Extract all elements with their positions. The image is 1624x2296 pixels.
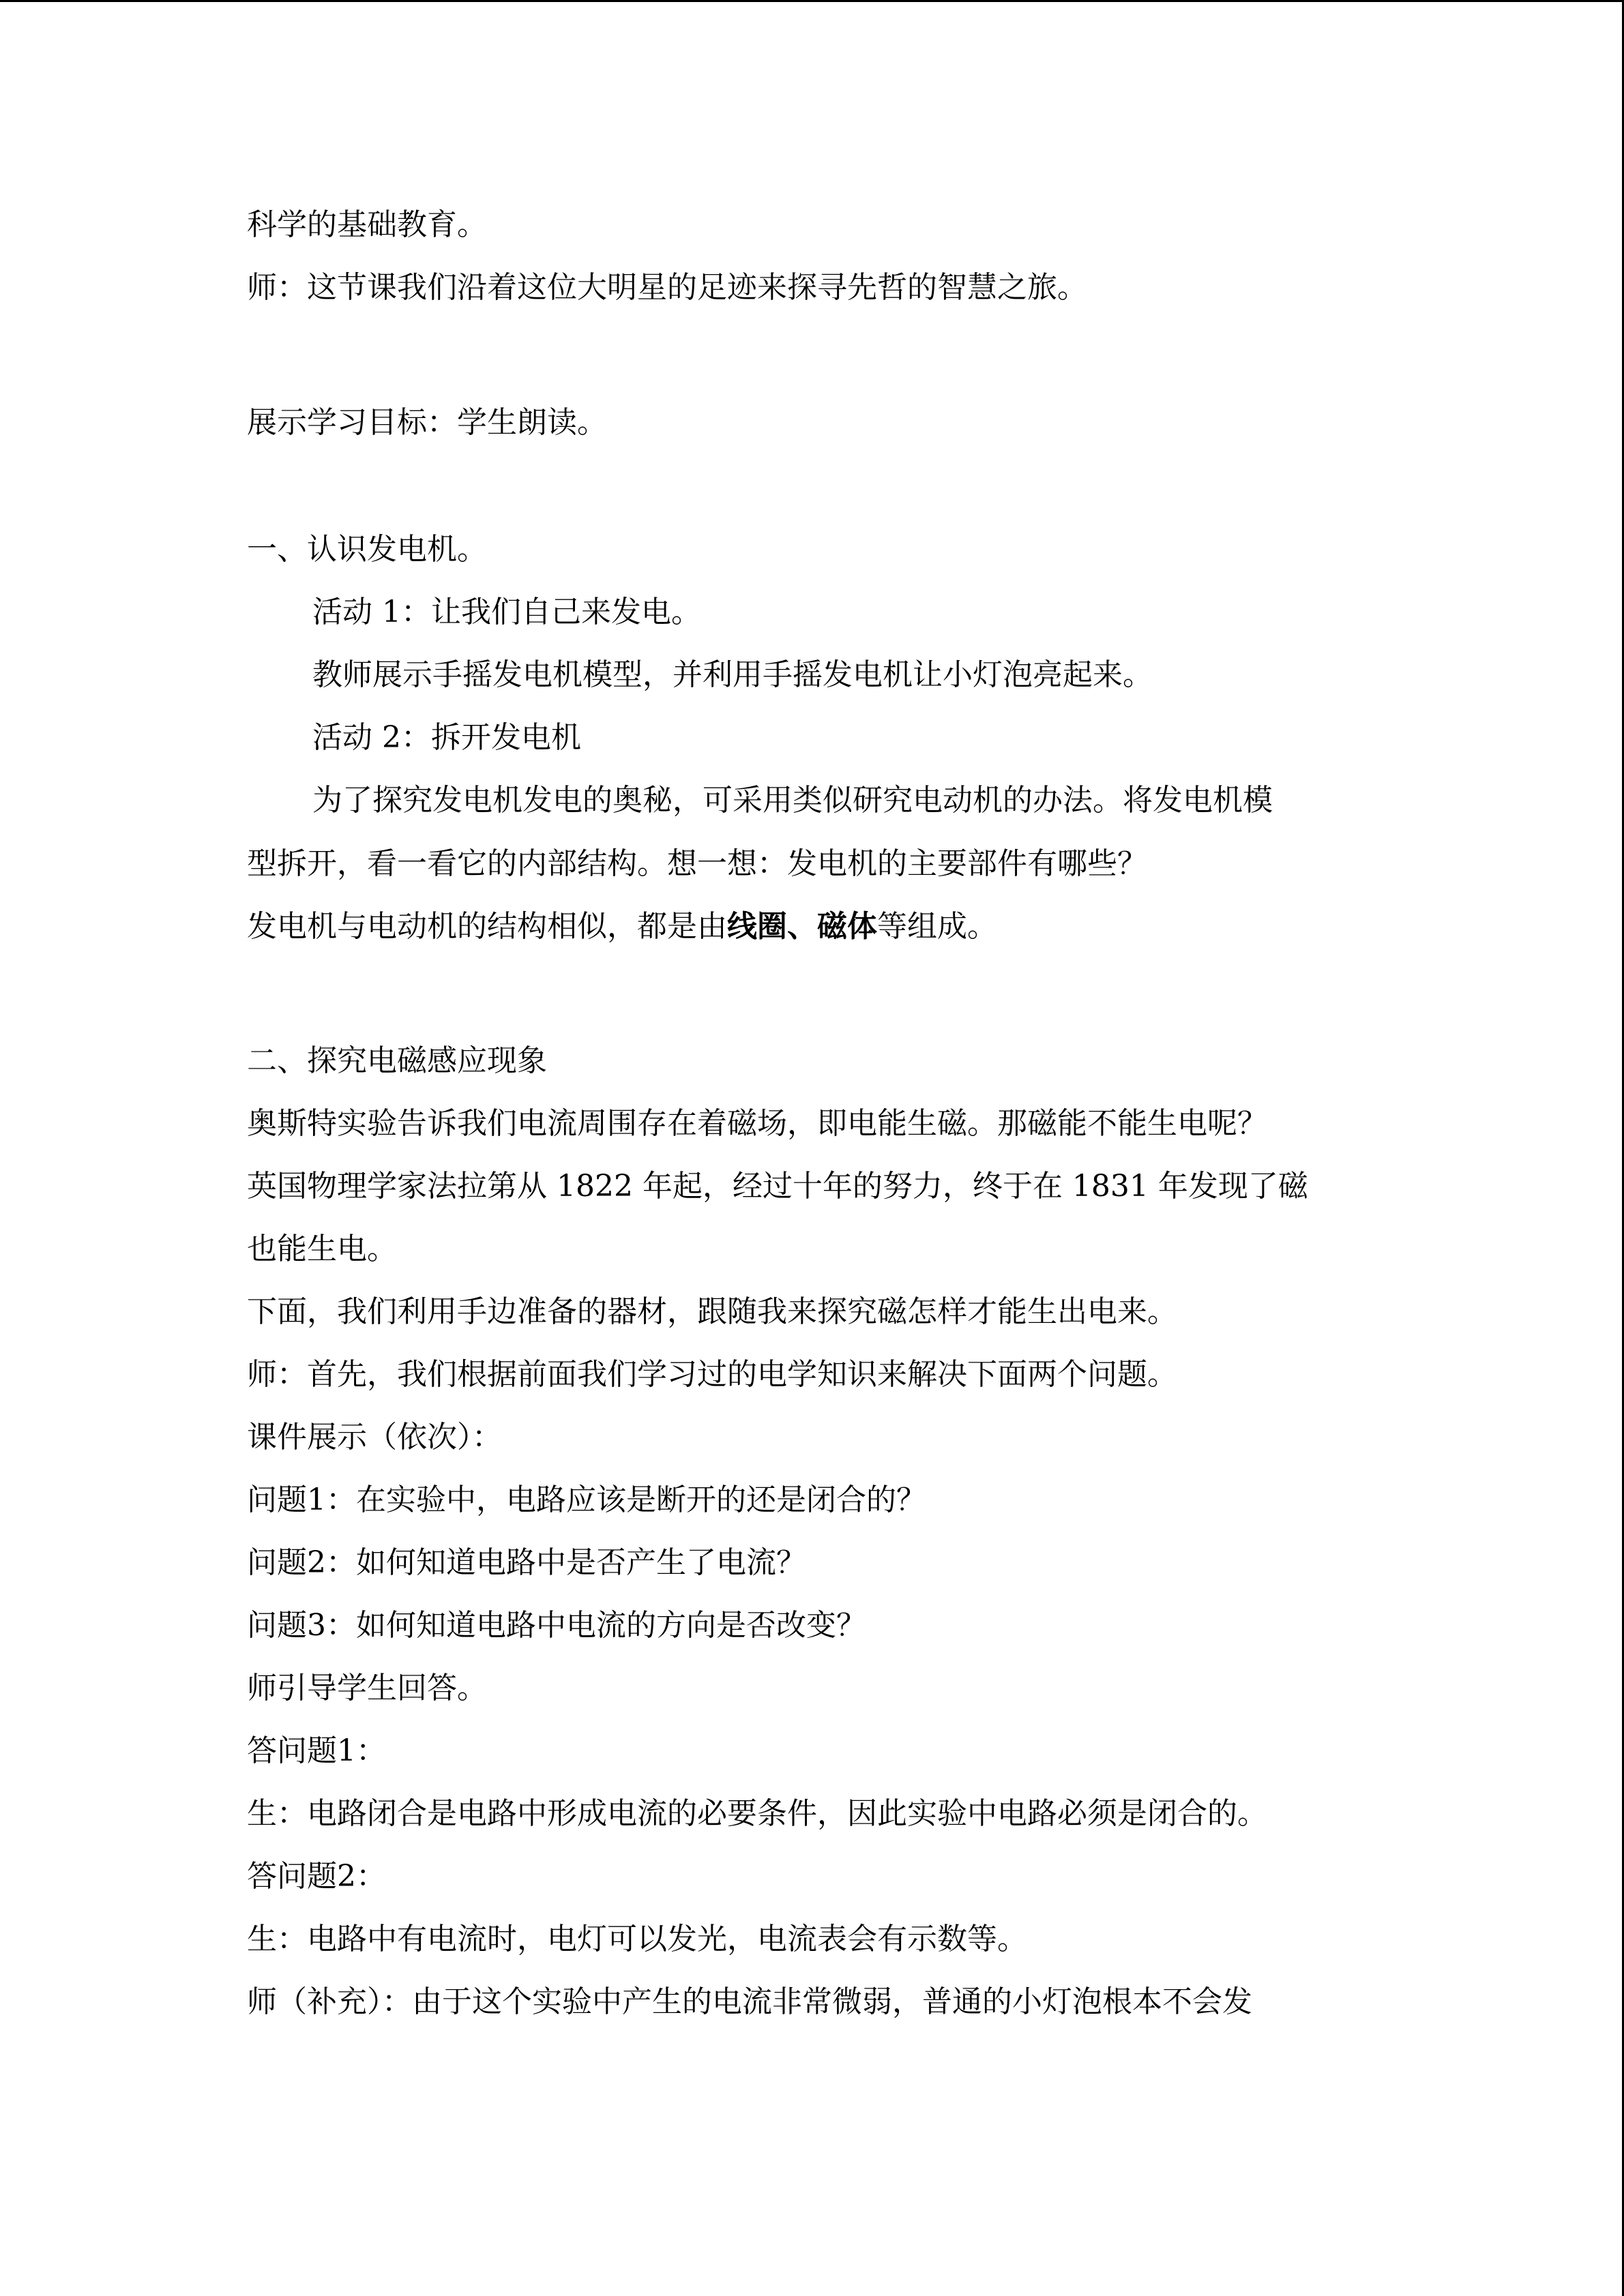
section-heading-2: 二、探究电磁感应现象 [247, 1043, 547, 1078]
page-top-border [0, 0, 1624, 2]
text-line: 英国物理学家法拉第从 1822 年起，经过十年的努力，终于在 1831 年发现了磁 [247, 1169, 1308, 1204]
text-line-with-bold: 发电机与电动机的结构相似，都是由线圈、磁体等组成。 [247, 909, 997, 944]
section-heading-1: 一、认识发电机。 [247, 532, 487, 567]
text-line: 为了探究发电机发电的奥秘，可采用类似研究电动机的办法。将发电机模 [312, 783, 1273, 818]
text-line: 师：首先，我们根据前面我们学习过的电学知识来解决下面两个问题。 [247, 1357, 1177, 1392]
answer-1-label: 答问题1： [247, 1733, 386, 1768]
text-line: 生：电路闭合是电路中形成电流的必要条件，因此实验中电路必须是闭合的。 [247, 1796, 1267, 1831]
text-line: 也能生电。 [247, 1232, 397, 1266]
bold-keywords: 线圈、磁体 [727, 909, 877, 944]
text-line: 师：这节课我们沿着这位大明星的足迹来探寻先哲的智慧之旅。 [247, 270, 1087, 305]
activity-1-line: 活动 1：让我们自己来发电。 [312, 595, 701, 629]
text-line: 教师展示手摇发电机模型，并利用手摇发电机让小灯泡亮起来。 [312, 657, 1153, 692]
learning-goals-line: 展示学习目标：学生朗读。 [247, 405, 607, 440]
question-1: 问题1：在实验中，电路应该是断开的还是闭合的？ [247, 1482, 926, 1517]
activity-2-line: 活动 2：拆开发电机 [312, 720, 581, 755]
text-line: 师（补充）：由于这个实验中产生的电流非常微弱，普通的小灯泡根本不会发 [247, 1984, 1252, 2019]
question-3: 问题3：如何知道电路中电流的方向是否改变？ [247, 1608, 866, 1643]
answer-2-label: 答问题2： [247, 1859, 386, 1894]
text-line: 下面，我们利用手边准备的器材，跟随我来探究磁怎样才能生出电来。 [247, 1294, 1177, 1329]
text-line: 型拆开，看一看它的内部结构。想一想：发电机的主要部件有哪些？ [247, 846, 1147, 881]
text-line: 课件展示（依次）： [247, 1420, 502, 1455]
text-line: 生：电路中有电流时，电灯可以发光，电流表会有示数等。 [247, 1922, 1027, 1956]
text-line: 奥斯特实验告诉我们电流周围存在着磁场，即电能生磁。那磁能不能生电呢？ [247, 1106, 1267, 1141]
text-line: 科学的基础教育。 [247, 207, 487, 242]
question-2: 问题2：如何知道电路中是否产生了电流？ [247, 1545, 806, 1580]
text-line: 师引导学生回答。 [247, 1671, 487, 1705]
